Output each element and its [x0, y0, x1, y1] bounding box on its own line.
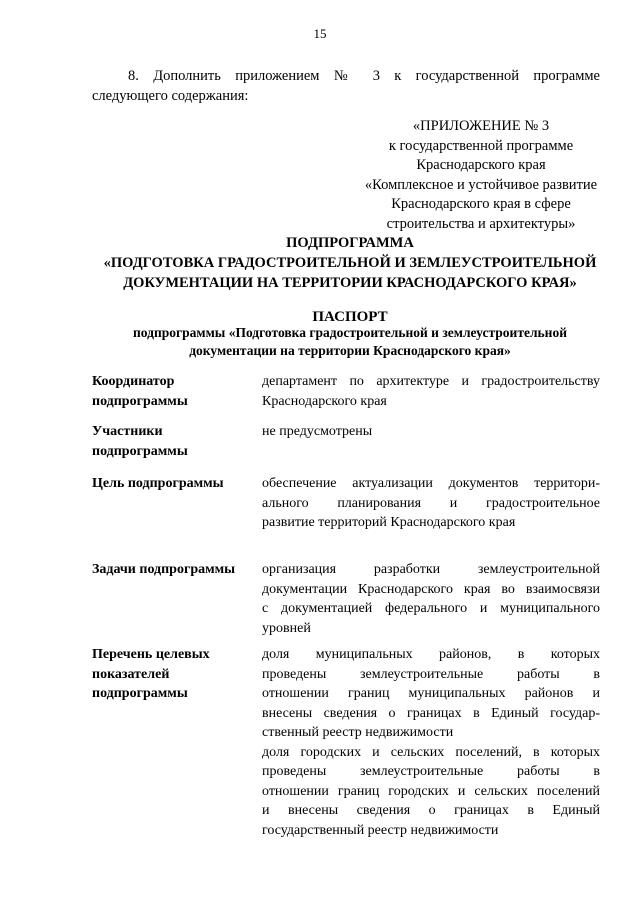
- row-value-line: отношении границ городских и сельских поселений: [262, 783, 600, 799]
- row-label-line: Цель подпрограммы: [92, 476, 224, 491]
- passport-title: ПАСПОРТ: [312, 309, 388, 325]
- row-value: [262, 645, 600, 840]
- row-value: [262, 474, 600, 533]
- intro-line-2: следующего содержания:: [92, 88, 249, 104]
- row-label-line: Координатор: [92, 374, 175, 389]
- row-label: [92, 372, 252, 411]
- row-value-line: проведены землеустроительные работы в: [262, 764, 600, 779]
- row-value-line: ального планирования и градостроительное: [262, 495, 600, 511]
- row-label: [92, 560, 252, 580]
- row-value-line: доля городских и сельских поселений, в которых: [262, 744, 600, 760]
- row-label-line: Задачи подпрограммы: [92, 562, 236, 577]
- row-value: [262, 422, 600, 442]
- row-value-line: и внесены сведения о границах в Единый: [262, 803, 600, 818]
- row-label-line: подпрограммы: [92, 686, 188, 701]
- row-label: [92, 422, 252, 461]
- appendix-line: к государственной программе: [388, 137, 574, 154]
- subprogram-title: [80, 233, 620, 293]
- intro-line-1: 8. Дополнить приложением № 3 к государственной программе: [128, 68, 600, 84]
- intro-paragraph: [92, 66, 600, 106]
- row-value-line: проведены землеустроительные работы в: [262, 666, 600, 682]
- row-value-line: Краснодарского края: [262, 393, 387, 409]
- row-label: [92, 645, 252, 704]
- row-value-line: с документацией федерального и муниципального: [262, 601, 600, 616]
- appendix-line: Краснодарского края в сфере: [391, 196, 571, 212]
- appendix-line: строительства и архитектуры»: [386, 215, 576, 232]
- row-value-line: документации Краснодарского края во взаимосвязи: [262, 581, 600, 597]
- row-label-line: показателей: [92, 666, 170, 682]
- row-label-line: Участники: [92, 424, 163, 439]
- appendix-line: «ПРИЛОЖЕНИЕ № 3: [412, 118, 550, 134]
- row-value-line: обеспечение актуализации документов территори-: [262, 476, 600, 491]
- appendix-line: Краснодарского края: [416, 157, 546, 173]
- subprogram-title-line: «ПОДГОТОВКА ГРАДОСТРОИТЕЛЬНОЙ И ЗЕМЛЕУСТРОИТЕЛЬНОЙ: [103, 255, 597, 271]
- row-label-line: подпрограммы: [92, 443, 188, 459]
- row-value-line: уровней: [262, 620, 311, 636]
- row-value-line: организация разработки землеустроительной: [262, 562, 600, 577]
- row-value-line: не предусмотрены: [262, 424, 373, 439]
- passport-subtitle-line: документации на территории Краснодарского края»: [189, 343, 511, 358]
- appendix-line: «Комплексное и устойчивое развитие: [364, 176, 598, 193]
- row-label-line: Перечень целевых: [92, 647, 210, 662]
- page-number: 15: [313, 26, 327, 41]
- row-label-line: подпрограммы: [92, 393, 188, 409]
- row-value: [262, 372, 600, 411]
- row-value-line: отношении границ муниципальных районов и: [262, 686, 600, 701]
- row-value-line: внесены сведения о границах в Единый государ-: [262, 705, 600, 721]
- row-value-line: ственный реестр недвижимости: [262, 725, 454, 740]
- subprogram-title-line: ДОКУМЕНТАЦИИ НА ТЕРРИТОРИИ КРАСНОДАРСКОГО КРАЯ»: [123, 275, 577, 291]
- row-value-line: государственный реестр недвижимости: [262, 822, 499, 838]
- row-value: [262, 560, 600, 638]
- appendix-header: [356, 117, 606, 234]
- row-value-line: доля муниципальных районов, в которых: [262, 647, 600, 662]
- passport-subtitle: [80, 324, 620, 360]
- row-label: [92, 474, 252, 494]
- row-value-line: развитие территорий Краснодарского края: [262, 515, 516, 530]
- row-value-line: департамент по архитектуре и градостроительству: [262, 374, 600, 389]
- subprogram-title-line: ПОДПРОГРАММА: [286, 235, 414, 251]
- passport-subtitle-line: подпрограммы «Подготовка градостроительной и землеустроительной: [133, 325, 567, 340]
